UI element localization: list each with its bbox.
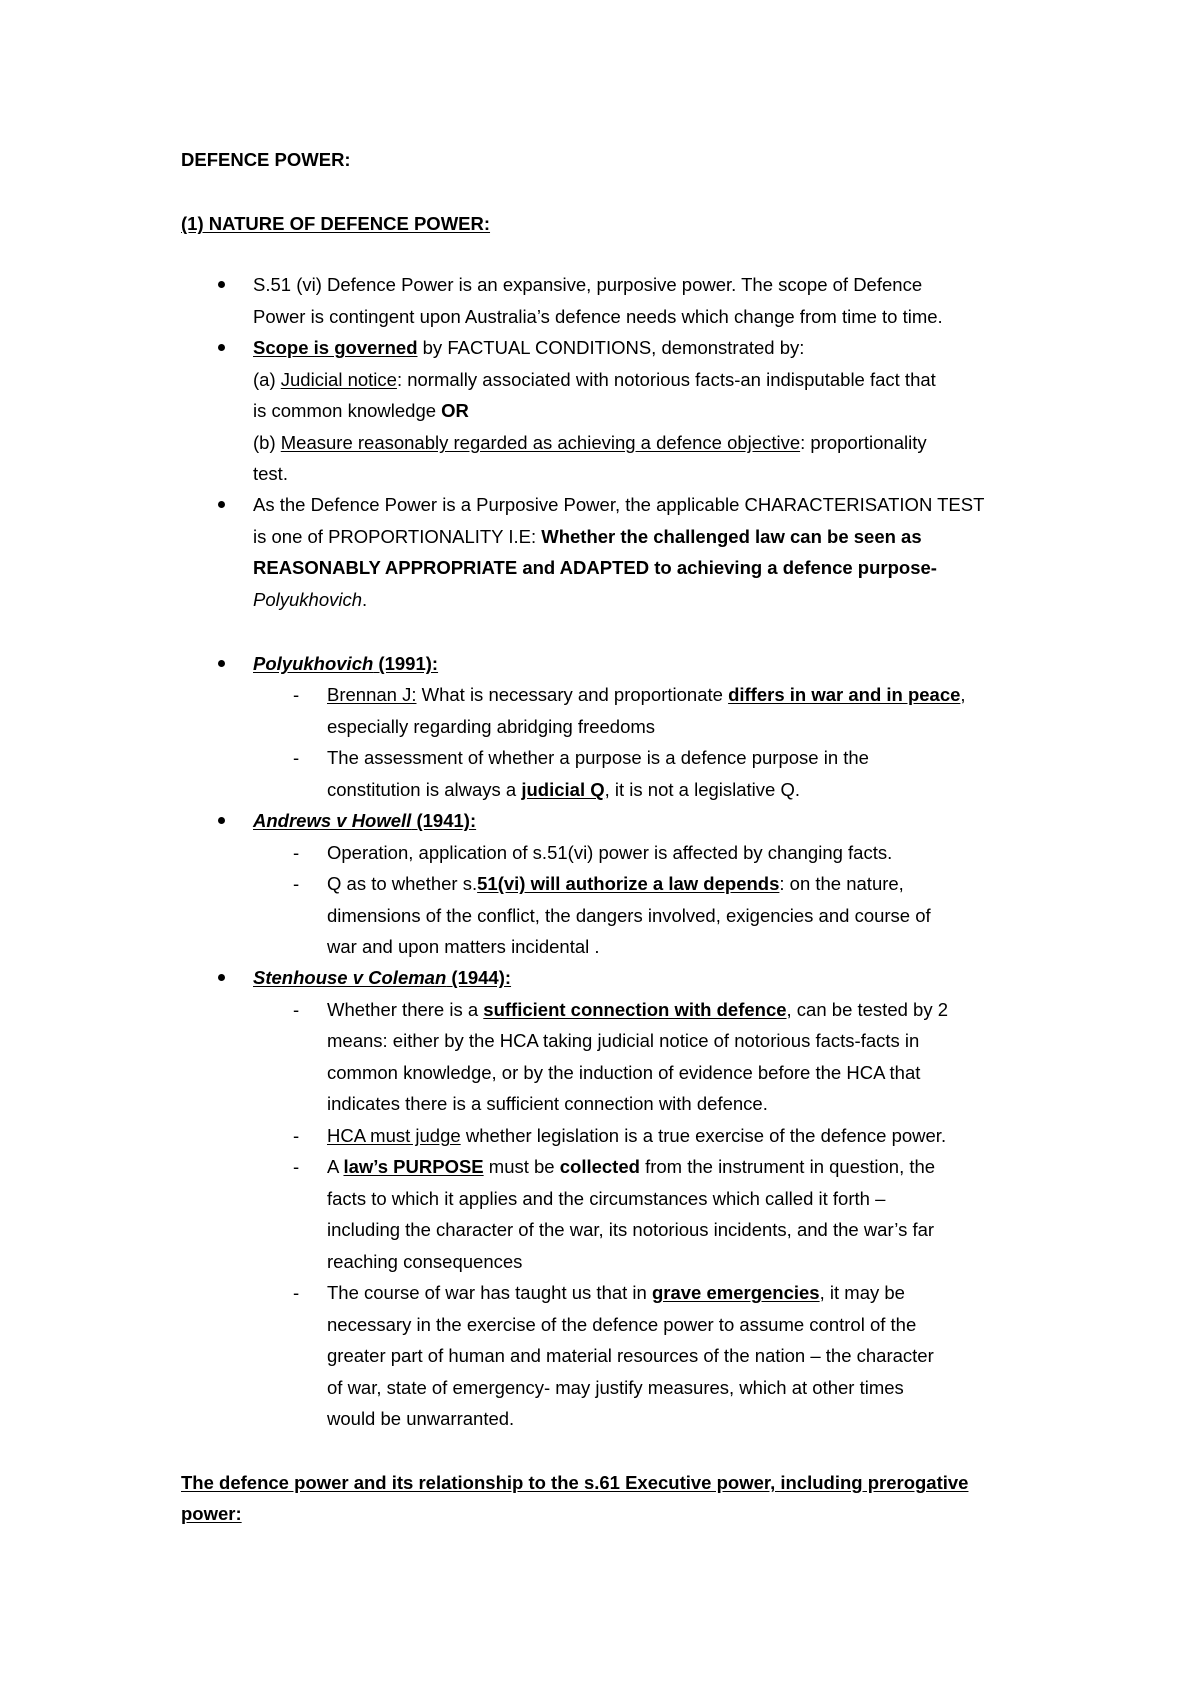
- text-span: A: [327, 1156, 344, 1177]
- text-span: , it is not a legislative Q.: [604, 779, 800, 800]
- text-span: is one of PROPORTIONALITY I.E:: [253, 526, 542, 547]
- dash-marker: -: [293, 1156, 300, 1177]
- emphasis-text: sufficient connection with defence: [483, 999, 787, 1020]
- sub-bullet-text: common knowledge, or by the induction of evidence before the HCA that: [327, 1062, 921, 1083]
- dash-marker: -: [293, 999, 300, 1020]
- sub-bullet-text: of war, state of emergency- may justify measures, which at other times: [327, 1377, 904, 1398]
- emphasis-text: differs in war and in peace: [728, 684, 961, 705]
- underlined-text: Measure reasonably regarded as achieving a defence objective: [280, 432, 801, 453]
- bullet-text: As the Defence Power is a Purposive Power, the applicable CHARACTERISATION TEST: [253, 494, 985, 515]
- bullet-text: [253, 368, 936, 392]
- case-heading: [253, 966, 511, 990]
- text-span: : on the nature,: [779, 873, 904, 894]
- dash-marker: -: [293, 1282, 300, 1303]
- sub-bullet-text: [327, 998, 948, 1022]
- bold-text: Whether the challenged law can be seen as: [541, 526, 922, 547]
- sub-bullet-text: [327, 1124, 946, 1148]
- text-span: constitution is always a: [327, 779, 522, 800]
- sub-bullet-text: dimensions of the conflict, the dangers involved, exigencies and course of: [327, 905, 931, 926]
- text-span: Q as to whether s.: [327, 873, 478, 894]
- sub-bullet-text: facts to which it applies and the circumstances which called it forth –: [327, 1188, 886, 1209]
- sub-bullet-text: including the character of the war, its notorious incidents, and the war’s far: [327, 1219, 935, 1240]
- sub-bullet-text: especially regarding abridging freedoms: [327, 716, 656, 737]
- sub-bullet-text: [327, 872, 904, 896]
- sub-bullet-text: war and upon matters incidental .: [327, 936, 600, 957]
- bullet-icon: [218, 974, 225, 981]
- text-span: , can be tested by 2: [786, 999, 948, 1020]
- sub-bullet-text: Operation, application of s.51(vi) power is affected by changing facts.: [327, 842, 893, 863]
- sub-bullet-text: reaching consequences: [327, 1251, 523, 1272]
- section-heading-executive: The defence power and its relationship to the s.61 Executive power, including prerogative: [181, 1472, 969, 1493]
- emphasis-text: grave emergencies: [651, 1282, 820, 1303]
- dash-marker: -: [293, 873, 300, 894]
- underlined-text: HCA must judge: [327, 1125, 461, 1146]
- sub-bullet-text: necessary in the exercise of the defence power to assume control of the: [327, 1314, 917, 1335]
- text-span: What is necessary and proportionate: [416, 684, 729, 705]
- bullet-icon: [218, 660, 225, 667]
- sub-bullet-text: means: either by the HCA taking judicial notice of notorious facts-facts in: [327, 1030, 920, 1051]
- bullet-text: [253, 399, 469, 423]
- bullet-text: [253, 588, 367, 612]
- dash-marker: -: [293, 1125, 300, 1146]
- text-span: : proportionality: [800, 432, 927, 453]
- bullet-text: [253, 525, 922, 549]
- bullet-text: S.51 (vi) Defence Power is an expansive, purposive power. The scope of Defence: [253, 274, 923, 295]
- text-span: .: [362, 589, 368, 610]
- section-heading-nature: (1) NATURE OF DEFENCE POWER:: [181, 213, 491, 234]
- case-year: (1944):: [446, 967, 512, 988]
- text-span: whether legislation is a true exercise of the defence power.: [460, 1125, 947, 1146]
- bullet-icon: [218, 281, 225, 288]
- sub-bullet-text: greater part of human and material resources of the nation – the character: [327, 1345, 934, 1366]
- underlined-text: Judicial notice: [280, 369, 397, 390]
- text-span: from the instrument in question, the: [639, 1156, 936, 1177]
- underlined-text: Brennan J:: [327, 684, 417, 705]
- emphasis-text: law’s PURPOSE: [343, 1156, 484, 1177]
- bullet-text: REASONABLY APPROPRIATE and ADAPTED to achieving a defence purpose-: [253, 557, 937, 578]
- emphasis-text: 51(vi) will authorize a law depends: [477, 873, 780, 894]
- bullet-icon: [218, 501, 225, 508]
- text-span: : normally associated with notorious facts-an indisputable fact that: [396, 369, 936, 390]
- sub-bullet-text: indicates there is a sufficient connection with defence.: [327, 1093, 768, 1114]
- dash-marker: -: [293, 842, 300, 863]
- text-span: Whether there is a: [327, 999, 484, 1020]
- sub-bullet-text: [327, 1281, 905, 1305]
- document-title: DEFENCE POWER:: [181, 149, 351, 170]
- text-span: (b): [253, 432, 281, 453]
- bullet-icon: [218, 344, 225, 351]
- sub-bullet-text: would be unwarranted.: [327, 1408, 515, 1429]
- case-heading: [253, 809, 476, 833]
- text-span: must be: [483, 1156, 560, 1177]
- bullet-icon: [218, 817, 225, 824]
- bold-text: OR: [441, 400, 469, 421]
- case-name: Polyukhovich: [253, 653, 374, 674]
- case-year: (1941):: [411, 810, 477, 831]
- case-year: (1991):: [373, 653, 439, 674]
- dash-marker: -: [293, 747, 300, 768]
- sub-bullet-text: [327, 1155, 935, 1179]
- emphasis-text: Scope is governed: [253, 337, 418, 358]
- bullet-text: test.: [253, 463, 288, 484]
- bullet-text: Power is contingent upon Australia’s defence needs which change from time to time.: [253, 306, 943, 327]
- bold-text: collected: [559, 1156, 640, 1177]
- case-heading: [253, 652, 438, 676]
- case-name: Andrews v Howell: [253, 810, 412, 831]
- text-span: The course of war has taught us that in: [327, 1282, 652, 1303]
- dash-marker: -: [293, 684, 300, 705]
- sub-bullet-text: The assessment of whether a purpose is a defence purpose in the: [327, 747, 869, 768]
- bullet-text: [253, 431, 927, 455]
- emphasis-text: judicial Q: [521, 779, 605, 800]
- text-span: is common knowledge: [253, 400, 442, 421]
- sub-bullet-text: [327, 683, 966, 707]
- text-span: (a): [253, 369, 281, 390]
- bullet-text: [253, 336, 804, 360]
- sub-bullet-text: [327, 778, 800, 802]
- section-heading-executive: power:: [181, 1503, 242, 1524]
- case-name: Polyukhovich: [253, 589, 363, 610]
- case-name: Stenhouse v Coleman: [253, 967, 447, 988]
- text-span: ,: [960, 684, 966, 705]
- text-span: , it may be: [819, 1282, 905, 1303]
- text-span: by FACTUAL CONDITIONS, demonstrated by:: [417, 337, 805, 358]
